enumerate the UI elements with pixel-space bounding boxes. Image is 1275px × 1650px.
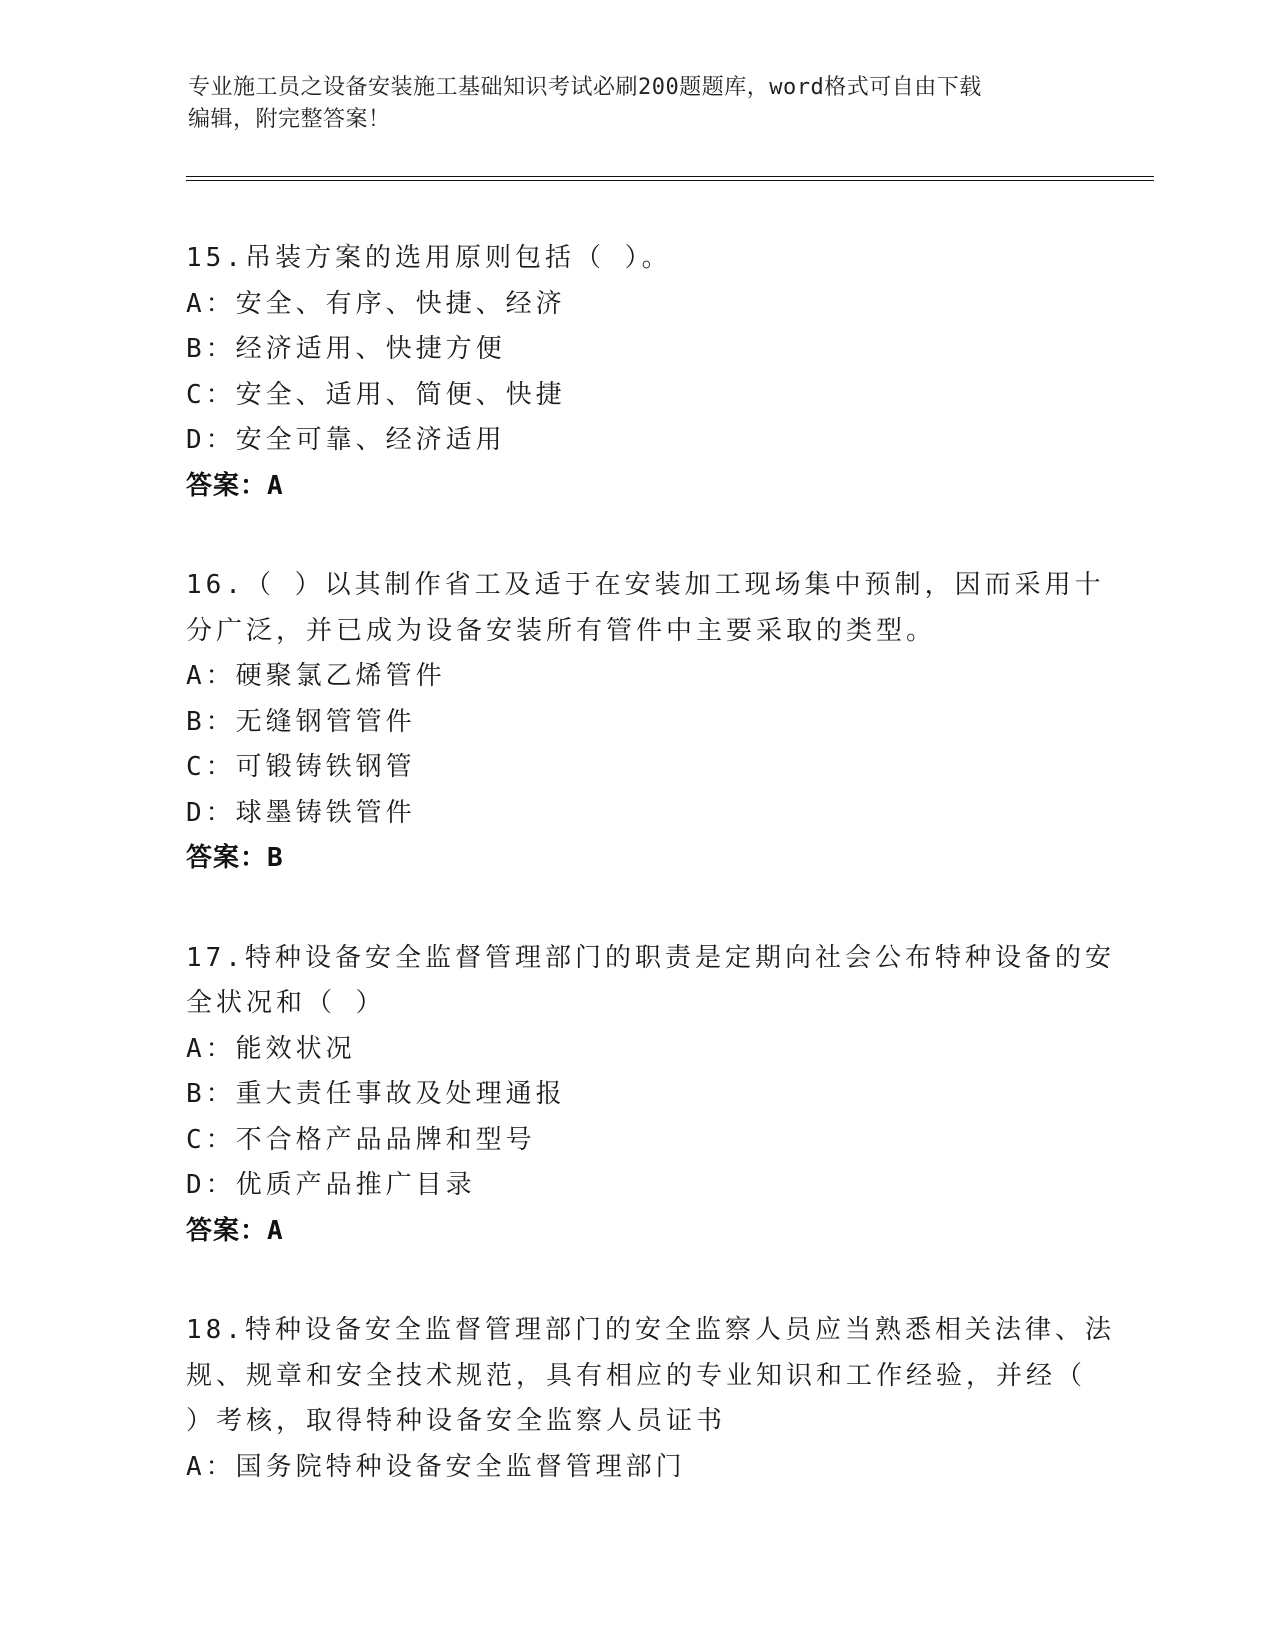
question-stem: 16.（ ）以其制作省工及适于在安装加工现场集中预制，因而采用十 xyxy=(186,570,1105,600)
option-b: B：无缝钢管管件 xyxy=(186,706,416,737)
question-stem-continued: 全状况和（ ） xyxy=(186,988,386,1018)
document-header xyxy=(188,72,1068,136)
question-stem: 15.吊装方案的选用原则包括（ ）。 xyxy=(186,243,672,273)
option-a: A：国务院特种设备安全监督管理部门 xyxy=(186,1451,686,1482)
question-stem-continued: 规、规章和安全技术规范，具有相应的专业知识和工作经验，并经（ xyxy=(186,1360,1087,1391)
question-stem: 18.特种设备安全监督管理部门的安全监察人员应当熟悉相关法律、法 xyxy=(186,1315,1115,1345)
option-a: A：硬聚氯乙烯管件 xyxy=(186,661,446,691)
question-list xyxy=(186,236,1115,1544)
question-16 xyxy=(186,563,1105,882)
option-d: D：球墨铸铁管件 xyxy=(186,797,416,828)
option-d: D：安全可靠、经济适用 xyxy=(186,425,506,455)
question-stem: 17.特种设备安全监督管理部门的职责是定期向社会公布特种设备的安 xyxy=(186,942,1115,973)
option-b: B：经济适用、快捷方便 xyxy=(186,334,506,364)
answer-label: 答案：A xyxy=(186,470,284,501)
header-divider xyxy=(186,176,1154,181)
header-line-1: 专业施工员之设备安装施工基础知识考试必刷200题题库，word格式可自由下载 xyxy=(188,75,982,100)
question-stem-continued: ）考核，取得特种设备安全监察人员证书 xyxy=(186,1406,727,1436)
option-c: C：不合格产品品牌和型号 xyxy=(186,1124,536,1155)
option-a: A：能效状况 xyxy=(186,1033,356,1064)
option-d: D：优质产品推广目录 xyxy=(186,1170,476,1200)
option-c: C：可锻铸铁钢管 xyxy=(186,752,416,782)
option-b: B：重大责任事故及处理通报 xyxy=(186,1079,566,1109)
header-line-2: 编辑，附完整答案！ xyxy=(188,107,391,132)
question-17 xyxy=(186,936,1115,1255)
answer-label: 答案：B xyxy=(186,843,284,873)
question-stem-continued: 分广泛，并已成为设备安装所有管件中主要采取的类型。 xyxy=(186,615,937,646)
question-15 xyxy=(186,236,1086,509)
question-18 xyxy=(186,1308,1115,1490)
option-c: C：安全、适用、简便、快捷 xyxy=(186,379,566,410)
option-a: A：安全、有序、快捷、经济 xyxy=(186,288,566,319)
answer-label: 答案：A xyxy=(186,1215,284,1246)
